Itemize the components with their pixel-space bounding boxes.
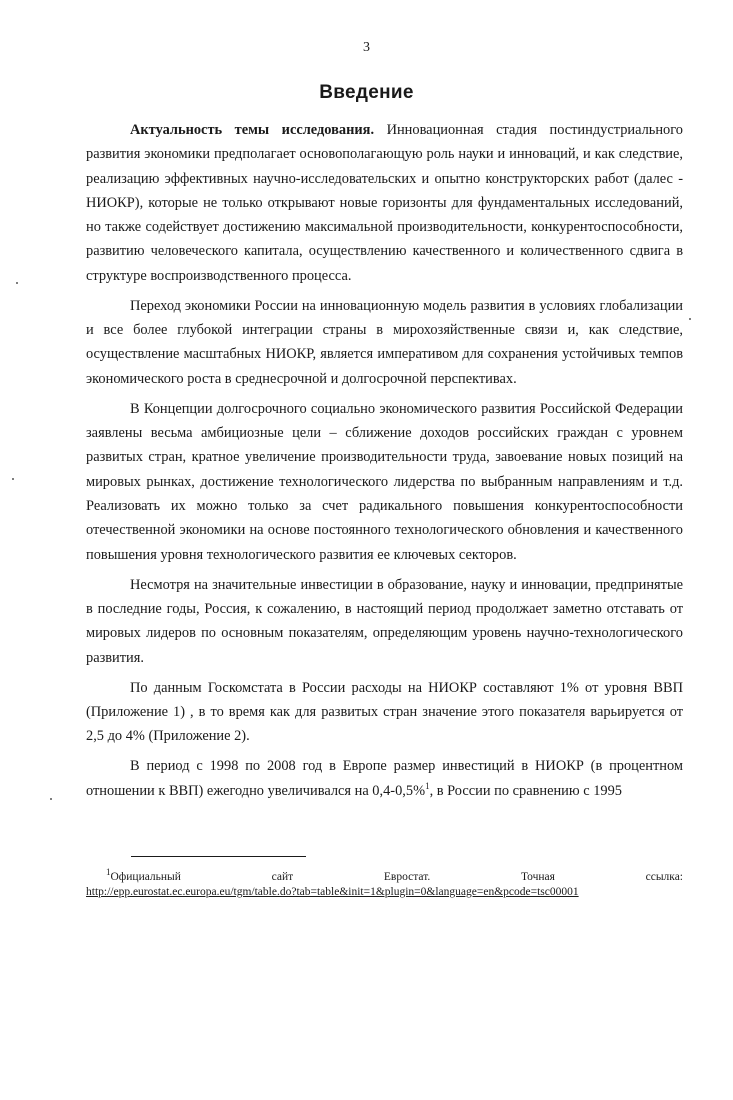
footnote-url-link[interactable]: http://epp.eurostat.ec.europa.eu/tgm/table.do?tab=table&init=1&plugin=0&language=en&pcode=tsc00001 xyxy=(86,886,579,898)
scan-speck xyxy=(12,478,14,480)
page-number: 3 xyxy=(363,40,370,55)
footnote-reference[interactable]: 1 xyxy=(425,780,430,791)
footnote-word-eurostat: Евростат. xyxy=(383,871,431,883)
scan-speck xyxy=(50,798,52,800)
paragraph-transition: Переход экономики России на инновационную модель развития в условиях глобализации и все более глубокой интеграции страны в мирохозяйственные связи и, как следствие, осуществление масштабных НИОКР, является императивом для сохранения устойчивых темпов экономического роста в среднесрочной и долгосрочной перспективах. xyxy=(86,297,683,387)
footnote-divider xyxy=(131,856,306,857)
paragraph-text: В период с 1998 по 2008 год в Европе размер инвестиций в НИОКР (в процентном отношении к ВВП) ежегодно увеличивался на 0,4-0,5% xyxy=(86,758,683,799)
paragraph-statistics: По данным Госкомстата в России расходы на НИОКР составляют 1% от уровня ВВП (Приложение 1) , в то время как для развитых стран значение этого показателя варьируется от 2,5 до 4% (Приложение 2). xyxy=(86,679,683,745)
paragraph-lagging: Несмотря на значительные инвестиции в образование, науку и инновации, предпринятые в последние годы, Россия, к сожалению, в настоящий период продолжает заметно отставать от мировых лидеров по основным показателям, определяющим уровень научно-технологического развития. xyxy=(86,576,683,666)
footnote-marker: 1 xyxy=(106,867,111,878)
footnote-word-official: $^1$Официальный xyxy=(106,867,181,883)
footnote-word-link: ссылка: xyxy=(645,871,683,883)
footnote-word-site: сайт xyxy=(271,871,294,883)
scan-speck xyxy=(16,282,18,284)
scan-speck xyxy=(689,318,691,320)
footnote xyxy=(86,867,683,900)
paragraph-lead: Актуальность темы исследования. xyxy=(130,122,375,138)
paragraph-text: Инновационная стадия постиндустриального развития экономики предполагает основополагающую роль науки и инноваций, и как следствие, реализацию эффективных научно-исследовательских и опытно конструкторских работ (далес - НИОКР), которые не только открывают новые горизонты для фундаментальных исследований, но также содействует достижению максимальной производительности, конкурентоспособности, развитию человеческого капитала, осуществлению качественного и количественного сдвига в структуре воспроизводственного процесса. xyxy=(86,122,683,284)
paragraph-text-continued: , в России по сравнению с 1995 xyxy=(429,782,622,799)
paragraph-europe xyxy=(86,754,683,803)
paragraph-concept: В Концепции долгосрочного социально экономического развития Российской Федерации заявлены весьма амбициозные цели – сближение доходов российских граждан с уровнем развитых стран, кратное увеличение производительности труда, завоевание новых позиций на мировых рынках, достижение технологического лидерства по выбранным направлениям и т.д. Реализовать их можно только за счет радикального повышения конкурентоспособности отечественной экономики на основе постоянного технологического обновления и качественного повышения уровня технологического развития ее ключевых секторов. xyxy=(86,400,683,563)
page-title: Введение xyxy=(319,82,414,103)
paragraph-relevance xyxy=(86,118,683,288)
document-body xyxy=(86,118,683,803)
footnote-label-line xyxy=(86,867,683,885)
footnote-word-exact: Точная xyxy=(520,871,555,883)
